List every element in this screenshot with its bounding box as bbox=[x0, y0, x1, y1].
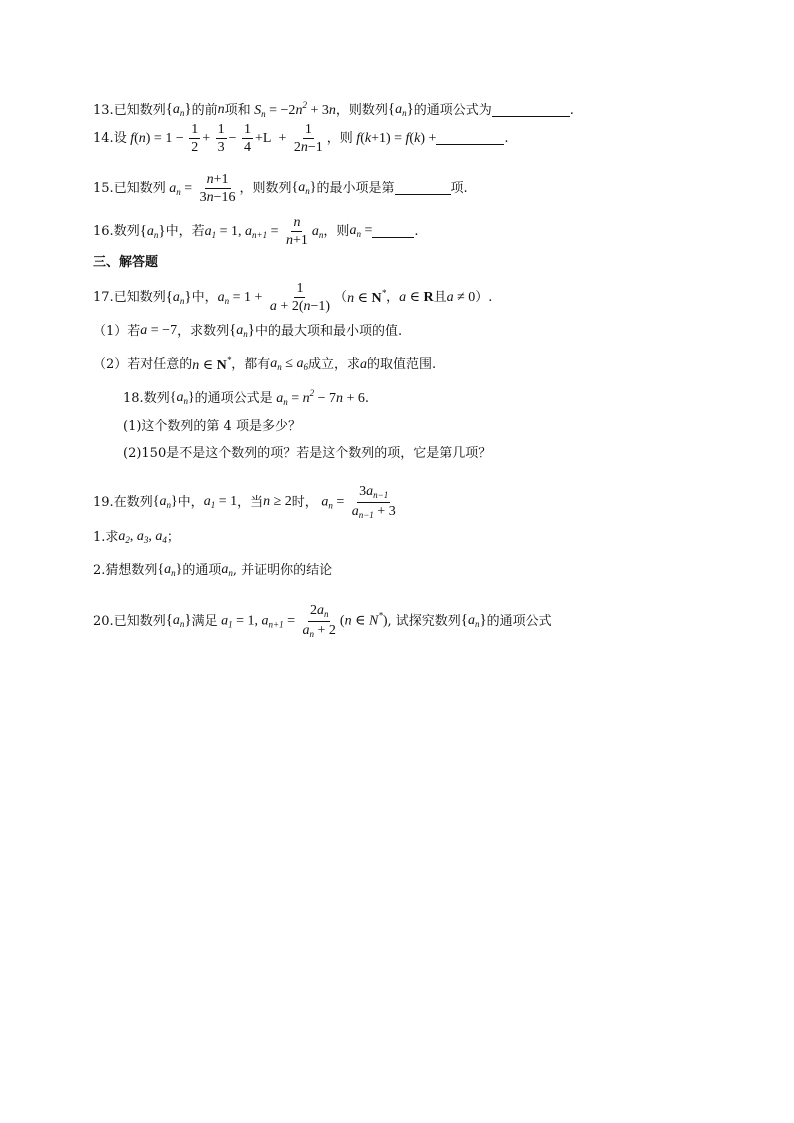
formula: $S_n = -2n^2 + 3n$ bbox=[250, 100, 336, 119]
question-19-part-1: 1. 求 $a_2$, $a_3$, $a_4$ ； bbox=[93, 529, 180, 545]
formula: $\{a_n\}$ bbox=[165, 101, 192, 118]
question-18-part-2: (2)150是不是这个数列的项？若是这个数列的项，它是第几项？ bbox=[123, 446, 492, 461]
answer-blank[interactable] bbox=[492, 104, 570, 117]
question-17-part-2: （2）若对任意的 n ∈ N* ，都有 $a_n \le a_6$ 成立，求 a 的取值范围. bbox=[93, 355, 437, 373]
answer-blank[interactable] bbox=[372, 225, 414, 238]
answer-blank[interactable] bbox=[395, 182, 451, 195]
formula: $a_n$ = $\frac{3a_{n-1}}{a_{n-1} + 3}$ bbox=[317, 484, 396, 520]
question-13: 13. 已知数列 $\{a_n\}$ 的前 n 项和 $S_n = -2n^2 + 3n$ ，则数列 $\{a_n\}$ 的通项公式为 . bbox=[93, 100, 574, 119]
question-19-part-2: 2. 猜想数列 $\{a_n\}$ 的通项 $a_n$ , 并证明你的结论 bbox=[93, 562, 333, 578]
formula: $a_1 = 1$, $a_{n+1}$ = $\frac{n}{n+1}$ $a_n$ bbox=[204, 215, 324, 249]
question-20: 20. 已知数列 $\{a_n\}$ 满足 $a_1 = 1$, $a_{n+1}$ = $\frac{2a_n}{a_n + 2}$ (n ∈ N*) , 试探究数列 $\{a_n\}$ 的通项公式 bbox=[93, 603, 552, 639]
question-14: 14. 设 f(n) = 1 − $\frac{1}{2}$ + $\frac{1}{3}$ − $\frac{1}{4}$ +L + $\frac{1}{2n-1}$ ，则 f(k+1) = f(k) + . bbox=[93, 122, 509, 156]
question-19: 19. 在数列 $\{a_n\}$ 中， $a_1 = 1$ ，当 n ≥ 2 时， $a_n$ = $\frac{3a_{n-1}}{a_{n-1} + 3}$ bbox=[93, 484, 400, 521]
question-15: 15. 已知数列 $a_n$ = $\frac{n+1}{3n-16}$ ，则数列 $\{a_n\}$ 的最小项是第 项. bbox=[93, 172, 468, 206]
section-heading: 三、解答题 bbox=[93, 255, 159, 270]
question-16: 16. 数列 $\{a_n\}$ 中，若 $a_1 = 1$, $a_{n+1}$ = $\frac{n}{n+1}$ $a_n$ ，则 $a_n$ = . bbox=[93, 215, 419, 249]
question-number: 13. bbox=[93, 102, 114, 118]
formula: $a_1 = 1$, $a_{n+1}$ = $\frac{2a_n}{a_n + 2}$ (n ∈ N*) bbox=[217, 603, 388, 639]
formula: $a_n = 1$ + $\frac{1}{a + 2(n-1)}$ bbox=[217, 281, 331, 315]
formula: $a_n = n^2 - 7n + 6$ bbox=[272, 388, 365, 407]
formula: $a_n$ = $\frac{n+1}{3n-16}$ bbox=[165, 172, 236, 206]
question-18-part-1: (1)这个数列的第 4 项是多少？ bbox=[123, 419, 301, 434]
formula: f(n) = 1 − $\frac{1}{2}$ + $\frac{1}{3}$ − $\frac{1}{4}$ +L + $\frac{1}{2n-1}$ bbox=[126, 122, 323, 156]
question-18: 18. 数列 $\{a_n\}$ 的通项公式是 $a_n = n^2 - 7n + 6$ . bbox=[123, 388, 370, 407]
formula: f(k+1) = f(k) + bbox=[352, 130, 437, 146]
question-17-part-1: （1）若 a = −7 ，求数列 $\{a_n\}$ 中的最大项和最小项的值. bbox=[93, 322, 403, 339]
question-17: 17. 已知数列 $\{a_n\}$ 中， $a_n = 1$ + $\frac{1}{a + 2(n-1)}$ （ n ∈ N* ， a ∈ R 且 a ≠ 0 ）. bbox=[93, 281, 493, 315]
answer-blank[interactable] bbox=[436, 132, 504, 145]
